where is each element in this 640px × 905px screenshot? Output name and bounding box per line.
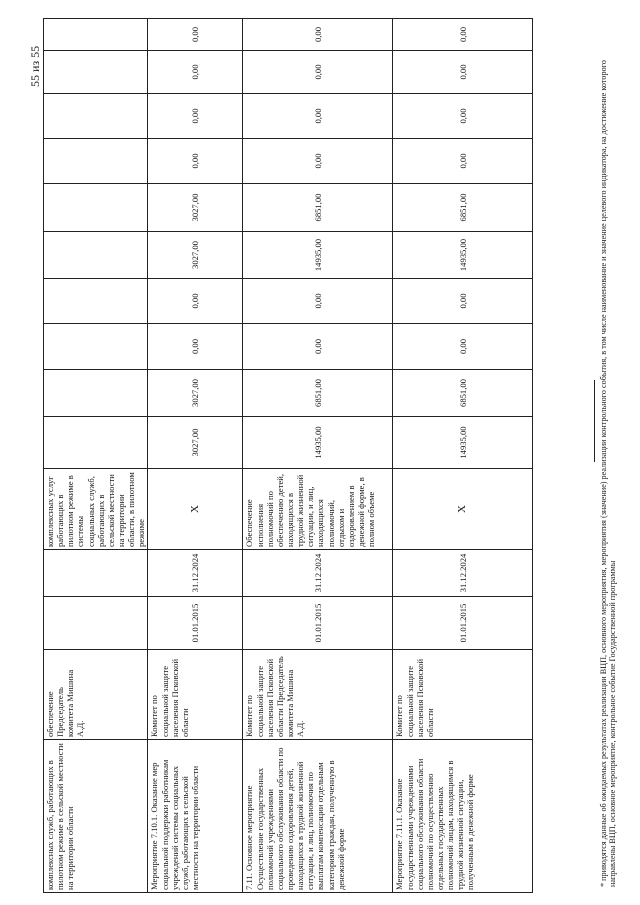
- cell-value: 14935,00: [393, 417, 533, 469]
- cell-end: 31.12.2024: [243, 550, 393, 597]
- cell-start: [44, 597, 148, 650]
- cell-value: 3027,00: [148, 417, 243, 469]
- cell-executor: Комитет по социальной защите населения Псковской области: [393, 650, 533, 740]
- cell-value: 0,00: [393, 94, 533, 139]
- page-number: 55 из 55: [28, 45, 42, 87]
- cell-value: 0,00: [393, 139, 533, 184]
- cell-value: [44, 324, 148, 370]
- cell-value: 6851,00: [243, 184, 393, 232]
- cell-value: 0,00: [393, 19, 533, 51]
- cell-value: 0,00: [148, 139, 243, 184]
- cell-event: Х: [148, 469, 243, 550]
- cell-value: 0,00: [393, 51, 533, 94]
- program-table: [43, 18, 533, 893]
- cell-value: 0,00: [243, 279, 393, 324]
- footnote-divider: [594, 380, 595, 462]
- cell-value: 0,00: [243, 139, 393, 184]
- cell-start: 01.01.2015: [243, 597, 393, 650]
- cell-executor: обеспечение Председатель комитета Мишина А.Д.: [44, 650, 148, 740]
- table-row: [148, 19, 243, 893]
- cell-value: [44, 19, 148, 51]
- cell-value: 0,00: [148, 94, 243, 139]
- cell-value: [44, 232, 148, 279]
- cell-name: Мероприятие 7.10.1. Оказание мер социальной поддержки работникам учреждений системы социальных служб, работающих в сельской местности на территории области: [148, 740, 243, 893]
- cell-value: 0,00: [148, 19, 243, 51]
- cell-value: 6851,00: [393, 370, 533, 417]
- cell-value: 14935,00: [393, 232, 533, 279]
- cell-end: 31.12.2024: [393, 550, 533, 597]
- cell-value: 3027,00: [148, 370, 243, 417]
- table-row: [44, 19, 148, 893]
- cell-event: комплексных услуг работающих в пилотном режиме в системы социальных служб, работающих в сельской местности на территории области, в пилотном режиме: [44, 469, 148, 550]
- cell-value: 0,00: [243, 94, 393, 139]
- table-row: [393, 19, 533, 893]
- cell-value: 3027,00: [148, 232, 243, 279]
- cell-value: 6851,00: [243, 370, 393, 417]
- cell-executor: Комитет по социальной защите населения Псковской области: [148, 650, 243, 740]
- cell-value: [44, 279, 148, 324]
- cell-start: 01.01.2015: [148, 597, 243, 650]
- cell-value: [44, 417, 148, 469]
- table-row: [243, 19, 393, 893]
- cell-name: комплексных служб, работающих в пилотном режиме в сельской местности на территории области: [44, 740, 148, 893]
- cell-value: [44, 370, 148, 417]
- cell-name: Мероприятие 7.11.1. Оказание государственными учреждениями социального обслуживания области полномочий по осуществлению отдельных государственных полномочий лицам, находящимся в трудной жизненной ситуации, полученным в денежной форме: [393, 740, 533, 893]
- cell-value: 0,00: [148, 51, 243, 94]
- cell-event: Х: [393, 469, 533, 550]
- cell-value: 0,00: [393, 279, 533, 324]
- cell-end: [44, 550, 148, 597]
- cell-value: [44, 94, 148, 139]
- cell-value: 0,00: [243, 51, 393, 94]
- cell-value: [44, 51, 148, 94]
- cell-start: 01.01.2015: [393, 597, 533, 650]
- cell-name: 7.11. Основное мероприятие Осуществление государственных полномочий учреждениями социального обслуживания области по проведению оздоровления детей, находящихся в трудной жизненной ситуации, и лиц, полномочия по выплатам компенсации отдельным категориям граждан, полученную в денежной форме: [243, 740, 393, 893]
- cell-value: 3027,00: [148, 184, 243, 232]
- cell-value: 0,00: [243, 324, 393, 370]
- footnote: * приводятся данные об ожидаемых результатах реализации ВЦП, основного мероприятия, мероприятия (значение) реализации контрольного события, в том числе наименование и значение целевого индикатора, на достижение которого направлены ВЦП, основное мероприятие, контрольное событие Государственной программы: [599, 60, 618, 887]
- cell-value: 14935,00: [243, 417, 393, 469]
- cell-value: 0,00: [243, 19, 393, 51]
- cell-value: [44, 184, 148, 232]
- cell-event: Обеспечение исполнения полномочий по обеспечению детей, находящихся в трудной жизненной ситуации, и лиц, находящихся полномочий, отдыхом и оздоровлением в денежной форме, в полном объеме: [243, 469, 393, 550]
- cell-value: 14935,00: [243, 232, 393, 279]
- cell-end: 31.12.2024: [148, 550, 243, 597]
- cell-value: 0,00: [148, 279, 243, 324]
- cell-value: 0,00: [393, 324, 533, 370]
- cell-value: 0,00: [148, 324, 243, 370]
- cell-executor: Комитет по социальной защите населения Псковской области Председатель комитета Мишина А.Д.: [243, 650, 393, 740]
- cell-value: [44, 139, 148, 184]
- cell-value: 6851,00: [393, 184, 533, 232]
